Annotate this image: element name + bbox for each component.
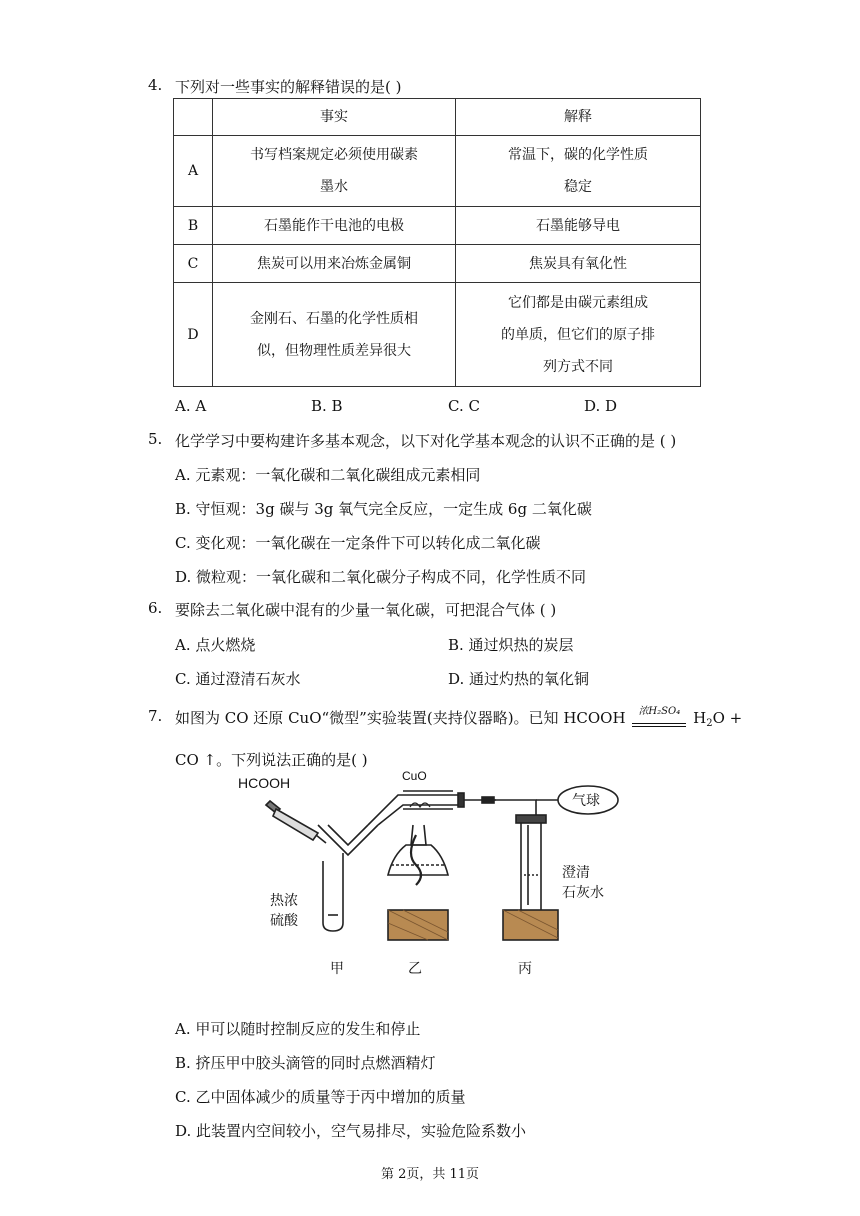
label-bing: 丙: [518, 960, 532, 976]
row-explain: 焦炭具有氧化性: [456, 245, 701, 283]
q4-option-b[interactable]: B. B: [311, 397, 343, 415]
label-cuo: CuO: [402, 769, 427, 783]
label-balloon: 气球: [572, 792, 600, 808]
q7-option-c[interactable]: C. 乙中固体减少的质量等于丙中增加的质量: [175, 1088, 466, 1106]
q4-stem: 下列对一些事实的解释错误的是( ): [175, 78, 402, 96]
q7-stem: 如图为 CO 还原 CuO“微型”实验装置(夹持仪器略)。已知 HCOOH 浓H₂SO₄ $H_2O$ +: [175, 706, 743, 729]
q6-number: 6.: [148, 599, 163, 617]
row-fact: 石墨能作干电池的电极: [213, 207, 456, 245]
table-row: [174, 283, 701, 387]
row-fact: 焦炭可以用来冶炼金属铜: [213, 245, 456, 283]
q7-option-d[interactable]: D. 此装置内空间较小，空气易排尽，实验危险系数小: [175, 1122, 527, 1140]
table-header-blank: [174, 99, 213, 136]
q6-option-d[interactable]: D. 通过灼热的氧化铜: [448, 670, 590, 688]
q4-number: 4.: [148, 76, 163, 94]
label-hcooh: HCOOH: [238, 775, 291, 791]
label-acid-line1: 热浓: [270, 892, 298, 908]
q7-option-a[interactable]: A. 甲可以随时控制反应的发生和停止: [175, 1020, 421, 1038]
row-explain: 石墨能够导电: [456, 207, 701, 245]
row-fact: 书写档案规定必须使用碳素 墨水: [213, 136, 456, 207]
q4-table: [173, 98, 701, 387]
table-row: [174, 245, 701, 283]
page-footer: 第 2页，共 11页: [380, 1167, 480, 1182]
row-explain: 它们都是由碳元素组成 的单质，但它们的原子排 列方式不同: [456, 283, 701, 387]
q5-option-d[interactable]: D. 微粒观：一氧化碳和二氧化碳分子构成不同，化学性质不同: [175, 568, 587, 586]
q6-option-c[interactable]: C. 通过澄清石灰水: [175, 670, 301, 688]
table-row: [174, 207, 701, 245]
table-row: [174, 136, 701, 207]
q7-stem-line2: CO ↑。下列说法正确的是( ): [175, 751, 368, 769]
q7-option-b[interactable]: B. 挤压甲中胶头滴管的同时点燃酒精灯: [175, 1054, 436, 1072]
apparatus-figure: [228, 765, 648, 980]
row-fact: 金刚石、石墨的化学性质相 似，但物理性质差异很大: [213, 283, 456, 387]
q7-number: 7.: [148, 707, 163, 725]
label-lime-line1: 澄清: [562, 864, 590, 880]
q5-stem: 化学学习中要构建许多基本观念，以下对化学基本观念的认识不正确的是 ( ): [175, 432, 677, 450]
label-acid-line2: 硫酸: [270, 912, 298, 928]
q5-option-a[interactable]: A. 元素观：一氧化碳和二氧化碳组成元素相同: [175, 466, 481, 484]
table-header-explain: 解释: [456, 99, 701, 136]
q4-option-d[interactable]: D. D: [584, 397, 618, 415]
row-label: D: [174, 283, 213, 387]
row-label: B: [174, 207, 213, 245]
q6-option-a[interactable]: A. 点火燃烧: [175, 636, 256, 654]
label-jia: 甲: [330, 960, 344, 976]
row-label: A: [174, 136, 213, 207]
table-header-fact: 事实: [213, 99, 456, 136]
q6-option-b[interactable]: B. 通过炽热的炭层: [448, 636, 574, 654]
label-lime-line2: 石灰水: [562, 884, 604, 900]
q4-option-a[interactable]: A. A: [175, 397, 207, 415]
row-label: C: [174, 245, 213, 283]
q4-option-c[interactable]: C. C: [448, 397, 480, 415]
reaction-condition: 浓H₂SO₄: [630, 711, 688, 726]
q5-option-b[interactable]: B. 守恒观：3g 碳与 3g 氧气完全反应，一定生成 6g 二氧化碳: [175, 500, 592, 518]
q5-option-c[interactable]: C. 变化观：一氧化碳在一定条件下可以转化成二氧化碳: [175, 534, 541, 552]
q6-stem: 要除去二氧化碳中混有的少量一氧化碳，可把混合气体 ( ): [175, 601, 557, 619]
q5-number: 5.: [148, 430, 163, 448]
label-yi: 乙: [408, 960, 422, 976]
row-explain: 常温下，碳的化学性质 稳定: [456, 136, 701, 207]
